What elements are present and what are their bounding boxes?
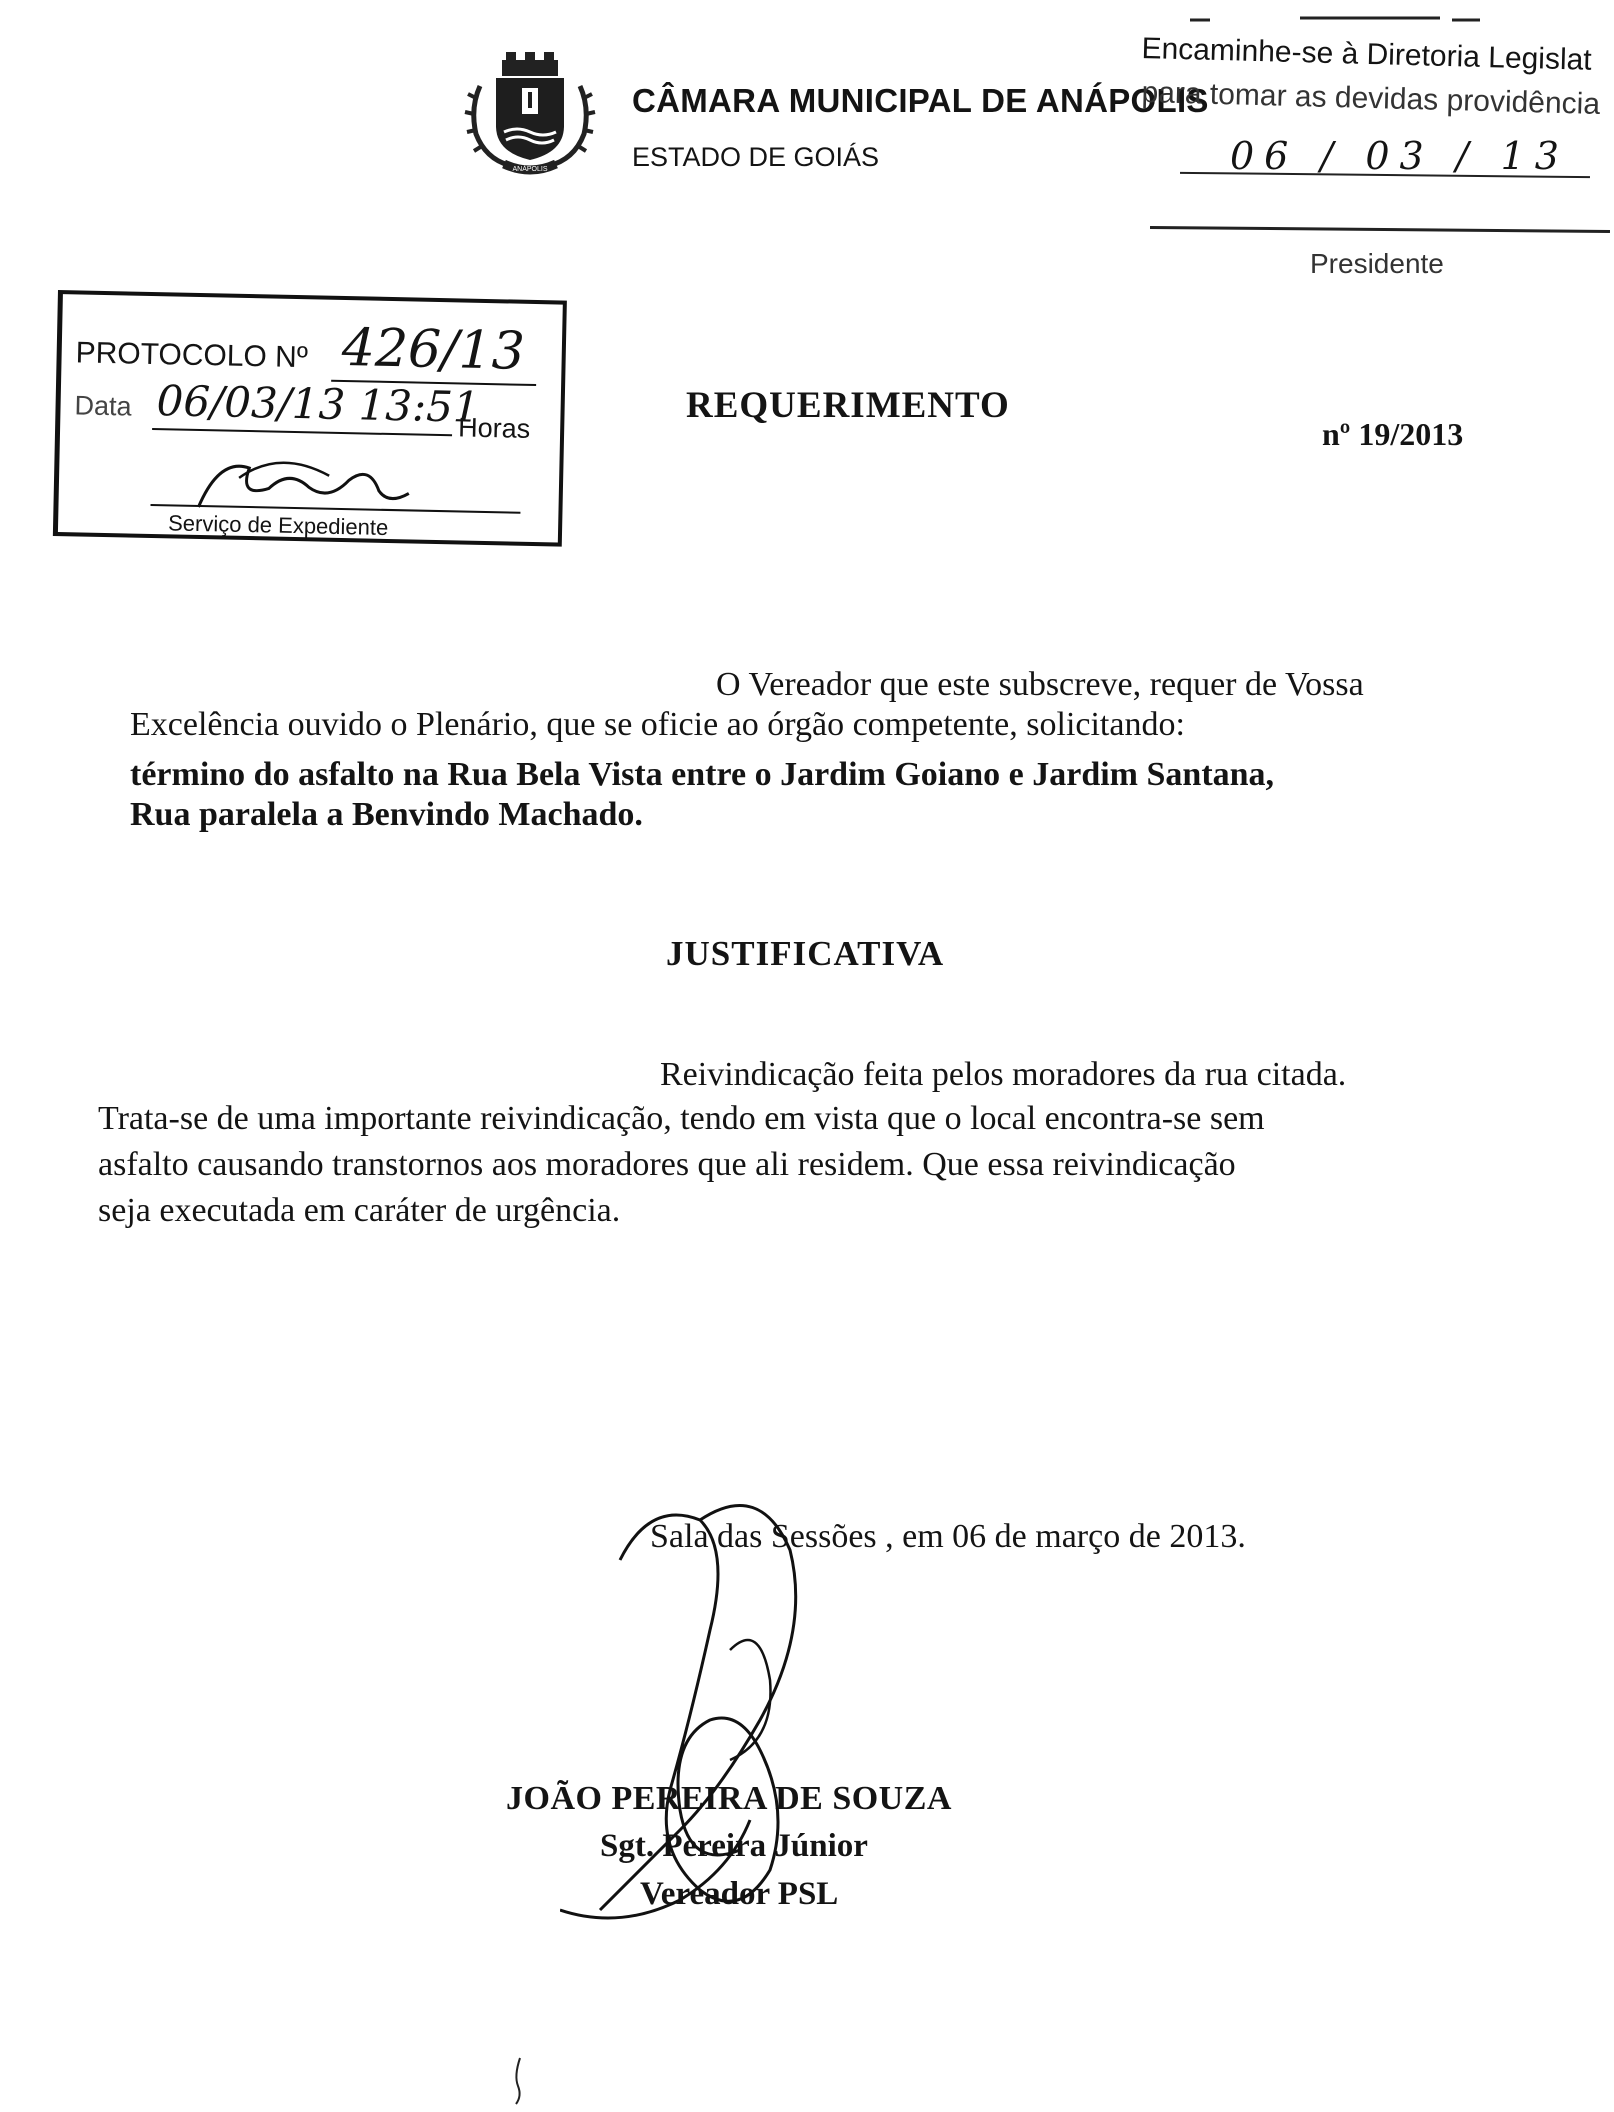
dispatch-top-mark [1190,14,1480,24]
document-number: nº 19/2013 [1322,416,1464,452]
justification-title: JUSTIFICATIVA [666,934,945,973]
justification-line-4: seja executada em caráter de urgência. [98,1192,621,1229]
request-line-1: O Vereador que este subscreve, requer de Vossa [716,666,1364,703]
stamp-service-label: Serviço de Expediente [167,510,389,540]
signer-alias: Sgt. Pereira Júnior [600,1828,868,1864]
justification-line-1: Reivindicação feita pelos moradores da rua citada. [660,1056,1347,1093]
dispatch-signature-line [1150,226,1610,233]
dispatch-date: 06 / 03 / 13 [1230,134,1569,178]
crest-text: ANÁPOLIS [512,166,548,173]
stamp-date-label: Data [74,390,132,422]
justification-line-2: Trata-se de uma importante reivindicação, tendo em vista que o local encontra-se sem [98,1100,1265,1137]
request-line-3: término do asfalto na Rua Bela Vista entre o Jardim Goiano e Jardim Santana, [130,756,1275,793]
signer-name: JOÃO PEREIRA DE SOUZA [506,1780,952,1817]
org-state: ESTADO DE GOIÁS [632,142,880,172]
dispatch-signer: Presidente [1310,248,1444,279]
document-title: REQUERIMENTO [686,385,1010,426]
stamp-date-value: 06/03/13 13:51 [156,376,481,432]
request-line-4: Rua paralela a Benvindo Machado. [130,796,643,833]
org-name: CÂMARA MUNICIPAL DE ANÁPOLIS [632,82,1209,119]
stamp-protocol-value: 426/13 [341,317,526,382]
handwritten-signature [560,1490,920,1930]
request-line-2: Excelência ouvido o Plenário, que se oficie ao órgão competente, solicitando: [130,706,1185,743]
justification-line-3: asfalto causando transtornos aos moradores que ali residem. Que essa reivindicação [98,1146,1236,1183]
stamp-protocol-label: PROTOCOLO Nº [75,336,309,375]
coat-of-arms-icon [462,48,598,176]
signer-role: Vereador PSL [640,1876,839,1912]
protocol-stamp [53,290,567,547]
dispatch-line-2: para tomar as devidas providência [1141,76,1601,121]
stamp-hours-label: Horas [457,412,531,444]
dispatch-line-1: Encaminhe-se à Diretoria Legislat [1141,32,1593,77]
closing-line: Sala das Sessões , em 06 de março de 2013. [650,1518,1246,1555]
page-mark [512,2056,526,2106]
